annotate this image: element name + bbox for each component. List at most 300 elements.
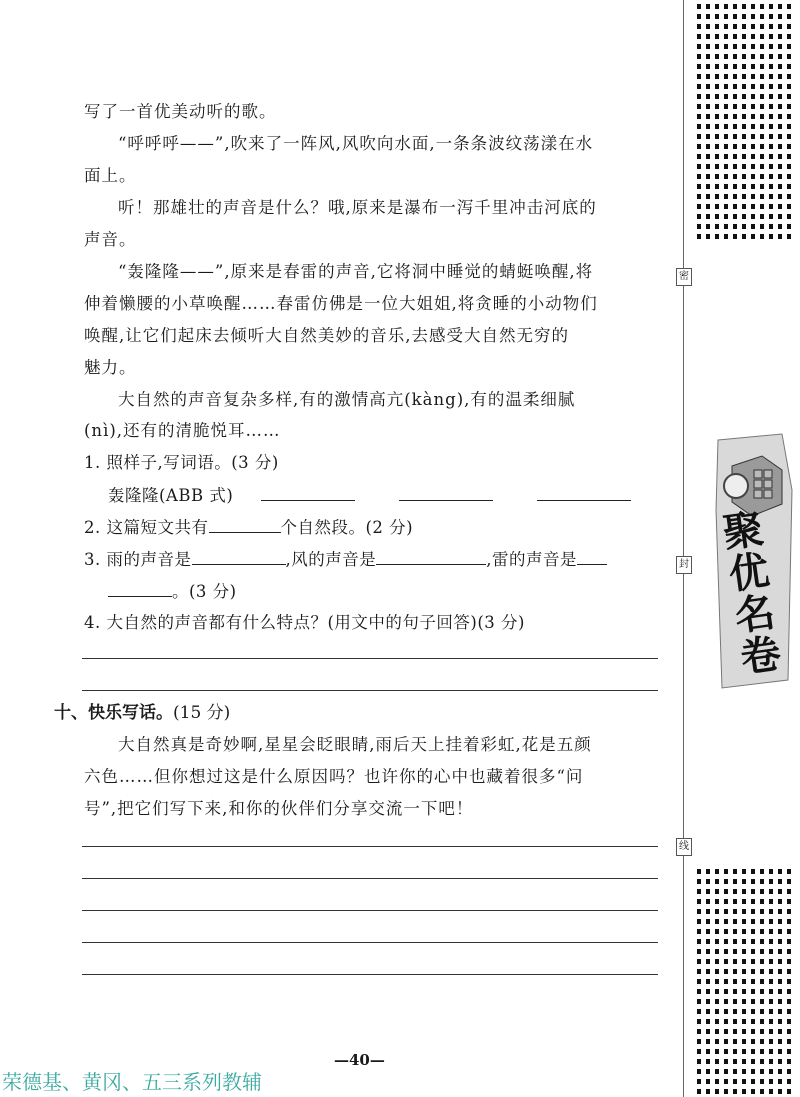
margin-dot [769,14,773,19]
margin-dot [778,94,782,99]
margin-dot [769,74,773,79]
margin-dot [733,204,737,209]
margin-dot [751,869,755,874]
answer-blank-1b[interactable] [399,484,493,501]
margin-dot [769,919,773,924]
logo-text: 聚优名卷 [720,506,784,682]
margin-dot [733,1029,737,1034]
margin-dot [724,999,728,1004]
margin-dot [769,184,773,189]
margin-dot [760,939,764,944]
margin-dot [715,1069,719,1074]
margin-dot [778,194,782,199]
margin-dot [787,1039,791,1044]
margin-dot [778,1049,782,1054]
margin-dot [715,184,719,189]
margin-dot [715,54,719,59]
margin-dot [760,204,764,209]
margin-dot [787,1089,791,1094]
margin-dot [724,14,728,19]
margin-dot [742,174,746,179]
margin-dot [751,879,755,884]
margin-dot [724,194,728,199]
margin-dot [778,1039,782,1044]
margin-dot [769,34,773,39]
margin-dot [724,94,728,99]
margin-dot [787,1049,791,1054]
margin-dot [787,879,791,884]
margin-dot [724,1009,728,1014]
margin-dot [778,174,782,179]
section-10-line: 号”,把它们写下来,和你的伙伴们分享交流一下吧！ [84,799,474,818]
writing-line[interactable] [82,878,658,879]
margin-dot [715,989,719,994]
margin-dot [769,54,773,59]
margin-dot [697,1029,701,1034]
margin-dot [787,154,791,159]
margin-dot [733,64,737,69]
margin-dot [760,1059,764,1064]
margin-dot [724,1069,728,1074]
margin-dot [742,144,746,149]
margin-dot [733,134,737,139]
margin-dot [787,104,791,109]
margin-dot [769,144,773,149]
margin-dot [742,1059,746,1064]
margin-dot [751,84,755,89]
margin-dot [697,1069,701,1074]
margin-dot [697,959,701,964]
margin-dot [724,959,728,964]
margin-dot [760,84,764,89]
margin-dot [715,24,719,29]
margin-dot [697,64,701,69]
margin-dot [724,919,728,924]
margin-dot [733,989,737,994]
margin-dot [697,74,701,79]
margin-dot [787,84,791,89]
answer-blank-3c[interactable] [577,548,607,565]
margin-dot [742,1029,746,1034]
writing-line[interactable] [82,974,658,975]
margin-dot [760,879,764,884]
margin-dot [706,234,710,239]
margin-dot [706,899,710,904]
margin-dot [742,1049,746,1054]
page-number: —40— [334,1051,385,1069]
margin-dot [787,929,791,934]
margin-dot [742,204,746,209]
margin-dot [751,174,755,179]
margin-dot [733,1039,737,1044]
margin-dot [760,174,764,179]
margin-dot [787,234,791,239]
margin-dot [778,234,782,239]
margin-dot [769,134,773,139]
margin-dot [742,94,746,99]
margin-dot [751,929,755,934]
margin-dot [706,84,710,89]
margin-dot [760,224,764,229]
margin-dot [760,1089,764,1094]
margin-dot [715,979,719,984]
margin-dot [697,919,701,924]
margin-dot [760,114,764,119]
margin-dot [760,94,764,99]
margin-dot [751,114,755,119]
margin-dot [724,154,728,159]
margin-dot [742,214,746,219]
margin-dot [769,979,773,984]
margin-dot [769,1069,773,1074]
margin-dot [733,234,737,239]
margin-dot [769,234,773,239]
margin-dot [778,204,782,209]
margin-dot [751,224,755,229]
margin-dot [697,1079,701,1084]
margin-dot [697,1009,701,1014]
margin-dot [751,104,755,109]
margin-dot [715,154,719,159]
margin-dot [760,134,764,139]
margin-dot [787,124,791,129]
margin-dot [706,164,710,169]
margin-dot [778,899,782,904]
margin-dot [724,114,728,119]
margin-dot [778,929,782,934]
margin-dot [742,14,746,19]
margin-dot [769,174,773,179]
margin-dot [787,64,791,69]
margin-dot [751,909,755,914]
margin-dot [787,44,791,49]
margin-dot [742,24,746,29]
margin-dot [778,114,782,119]
margin-dot [697,94,701,99]
margin-dot [760,1009,764,1014]
margin-dot [733,869,737,874]
margin-dot [715,94,719,99]
margin-dot [724,214,728,219]
margin-dot [715,899,719,904]
margin-dot [742,164,746,169]
margin-dot [733,879,737,884]
margin-dot [751,94,755,99]
margin-dot [733,1079,737,1084]
margin-dot [778,909,782,914]
margin-dot [778,144,782,149]
margin-dot [778,969,782,974]
margin-dot [769,969,773,974]
margin-dot [706,1039,710,1044]
margin-dot [733,919,737,924]
seal-mark-feng: 封 [676,556,692,574]
margin-dot [778,979,782,984]
margin-dot [733,224,737,229]
margin-dot [787,899,791,904]
margin-dot [715,1089,719,1094]
margin-dot [706,94,710,99]
dot-pattern-top [695,0,795,245]
margin-dot [787,224,791,229]
margin-dot [715,214,719,219]
answer-blank-1c[interactable] [537,484,631,501]
margin-dot [724,989,728,994]
section-10-heading [54,702,230,724]
margin-dot [724,889,728,894]
margin-dot [778,939,782,944]
margin-dot [769,84,773,89]
margin-dot [724,1029,728,1034]
margin-dot [787,14,791,19]
margin-dot [769,899,773,904]
margin-dot [769,44,773,49]
margin-dot [742,879,746,884]
margin-dot [751,1069,755,1074]
margin-dot [724,1089,728,1094]
margin-dot [697,164,701,169]
writing-line[interactable] [82,846,658,847]
margin-dot [787,979,791,984]
margin-dot [697,184,701,189]
margin-dot [697,24,701,29]
margin-dot [733,114,737,119]
margin-dot [760,194,764,199]
margin-dot [733,164,737,169]
section-10-line: 六色……但你想过这是什么原因吗？也许你的心中也藏着很多“问 [84,767,584,786]
margin-dot [778,214,782,219]
margin-dot [724,44,728,49]
margin-dot [724,184,728,189]
margin-dot [724,234,728,239]
margin-dot [724,84,728,89]
margin-dot [787,949,791,954]
margin-dot [742,74,746,79]
margin-dot [778,1029,782,1034]
margin-dot [706,34,710,39]
margin-dot [733,1069,737,1074]
margin-dot [760,929,764,934]
margin-dot [697,989,701,994]
margin-dot [697,34,701,39]
margin-dot [742,1019,746,1024]
margin-dot [697,154,701,159]
margin-dot [778,889,782,894]
margin-dot [706,969,710,974]
passage-line: 伸着懒腰的小草唤醒……春雷仿佛是一位大姐姐,将贪睡的小动物们 [84,294,598,313]
margin-dot [778,134,782,139]
margin-dot [706,74,710,79]
margin-dot [742,989,746,994]
answer-blank-1a[interactable] [261,484,355,501]
margin-dot [742,869,746,874]
margin-dot [706,929,710,934]
question-4: 4. 大自然的声音都有什么特点？(用文中的句子回答)(3 分) [84,613,525,632]
margin-dot [778,154,782,159]
margin-dot [733,939,737,944]
margin-dot [715,34,719,39]
margin-dot [742,134,746,139]
margin-dot [742,234,746,239]
margin-dot [760,869,764,874]
section-10-line: 大自然真是奇妙啊,星星会眨眼睛,雨后天上挂着彩虹,花是五颜 [118,735,592,754]
passage-line: 听！那雄壮的声音是什么？哦,原来是瀑布一泻千里冲击河底的 [118,198,597,217]
margin-dot [697,144,701,149]
margin-dot [787,869,791,874]
margin-dot [697,44,701,49]
margin-dot [760,1029,764,1034]
margin-dot [760,184,764,189]
margin-dot [706,1089,710,1094]
margin-dot [760,234,764,239]
margin-dot [769,204,773,209]
margin-dot [706,879,710,884]
margin-dot [715,44,719,49]
margin-dot [697,174,701,179]
margin-dot [760,64,764,69]
margin-dot [751,1039,755,1044]
margin-dot [787,174,791,179]
margin-dot [715,4,719,9]
margin-dot [751,204,755,209]
margin-dot [760,1079,764,1084]
margin-dot [724,204,728,209]
margin-dot [742,1079,746,1084]
margin-dot [706,949,710,954]
writing-line[interactable] [82,942,658,943]
margin-dot [697,1059,701,1064]
writing-line[interactable] [82,910,658,911]
margin-dot [715,1039,719,1044]
answer-blank-3c-cont[interactable] [108,580,172,597]
question-3-text-d: 。(3 分) [172,582,237,601]
margin-dot [778,869,782,874]
margin-dot [697,1019,701,1024]
margin-dot [742,929,746,934]
margin-dot [697,194,701,199]
margin-dot [760,34,764,39]
margin-dot [769,224,773,229]
margin-dot [715,939,719,944]
margin-dot [751,919,755,924]
margin-dot [715,919,719,924]
margin-dot [697,969,701,974]
answer-blank-3b[interactable] [376,548,486,565]
answer-line[interactable] [82,690,658,691]
margin-dot [751,64,755,69]
margin-dot [760,24,764,29]
margin-dot [706,134,710,139]
margin-dot [778,24,782,29]
margin-dot [751,949,755,954]
margin-dot [769,154,773,159]
question-2 [84,516,413,539]
margin-dot [751,184,755,189]
margin-dot [733,999,737,1004]
margin-dot [742,899,746,904]
margin-dot [733,899,737,904]
margin-dot [733,184,737,189]
margin-dot [733,44,737,49]
margin-dot [715,174,719,179]
margin-dot [706,24,710,29]
margin-dot [778,84,782,89]
margin-dot [724,929,728,934]
margin-dot [769,4,773,9]
answer-blank-3a[interactable] [192,548,286,565]
margin-dot [724,869,728,874]
margin-dot [769,214,773,219]
margin-dot [760,889,764,894]
margin-dot [751,144,755,149]
margin-dot [760,999,764,1004]
passage-line: (nì),还有的清脆悦耳…… [84,421,281,440]
margin-dot [769,24,773,29]
margin-dot [742,949,746,954]
margin-dot [787,114,791,119]
margin-dot [724,969,728,974]
answer-blank-2[interactable] [209,516,281,533]
margin-dot [778,224,782,229]
margin-dot [715,909,719,914]
margin-dot [787,214,791,219]
margin-dot [706,4,710,9]
series-logo [712,430,794,692]
margin-dot [769,64,773,69]
margin-dot [724,54,728,59]
margin-dot [724,164,728,169]
margin-dot [724,1049,728,1054]
margin-dot [697,869,701,874]
margin-dot [769,104,773,109]
margin-dot [760,969,764,974]
margin-dot [706,959,710,964]
margin-dot [769,869,773,874]
margin-dot [742,34,746,39]
margin-dot [760,144,764,149]
margin-dot [733,94,737,99]
margin-dot [769,1029,773,1034]
margin-dot [751,989,755,994]
margin-dot [769,1009,773,1014]
margin-dot [751,74,755,79]
margin-dot [715,929,719,934]
margin-dot [733,154,737,159]
margin-dot [715,879,719,884]
margin-dot [706,124,710,129]
margin-dot [742,959,746,964]
margin-dot [742,54,746,59]
margin-dot [760,54,764,59]
margin-dot [724,74,728,79]
passage-line: 唤醒,让它们起床去倾听大自然美妙的音乐,去感受大自然无穷的 [84,326,569,345]
margin-dot [715,164,719,169]
margin-dot [697,124,701,129]
margin-dot [778,124,782,129]
margin-dot [697,204,701,209]
margin-dot [733,959,737,964]
margin-dot [760,4,764,9]
answer-line[interactable] [82,658,658,659]
margin-dot [778,184,782,189]
margin-dot [769,949,773,954]
margin-dot [706,919,710,924]
margin-dot [760,1049,764,1054]
margin-dot [706,214,710,219]
margin-dot [697,224,701,229]
margin-dot [715,84,719,89]
margin-dot [733,124,737,129]
